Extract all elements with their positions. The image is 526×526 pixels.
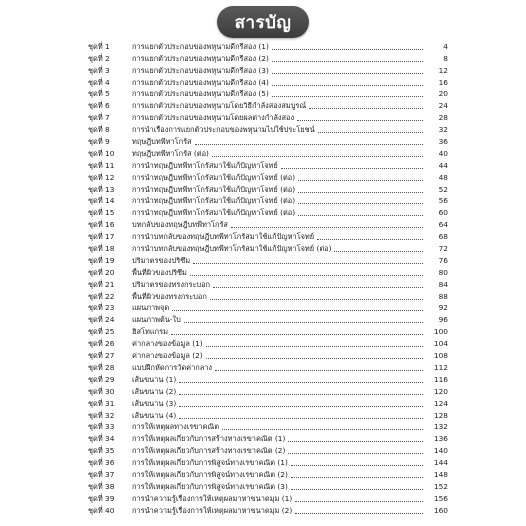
toc-entry-title: การแยกตัวประกอบของพหุนามโดยวิธีกำลังสองสมบูรณ์	[132, 101, 307, 111]
toc-entry-label: ชุดที่ 2	[88, 53, 110, 63]
toc-entry-title: ปริมาตรของปริซึม	[132, 255, 191, 265]
toc-entry	[88, 206, 448, 218]
toc-leader-dots	[272, 84, 423, 86]
toc-entry-page-number: 84	[438, 279, 448, 289]
toc-leader-dots	[206, 357, 423, 359]
toc-entry-title: การแยกตัวประกอบของพหุนามดีกรีสอง (2)	[132, 53, 269, 63]
toc-leader-dots	[334, 250, 423, 252]
toc-entry-title: การให้เหตุผลเกี่ยวกับการพิสูจน์ทางเรขาคณิต (3)	[132, 481, 288, 491]
toc-entry-page-number: 32	[438, 125, 448, 135]
toc-leader-dots	[179, 393, 423, 395]
toc-entry	[88, 171, 448, 183]
toc-entry-label: ชุดที่ 10	[88, 148, 115, 158]
toc-entry-label: ชุดที่ 3	[88, 65, 110, 75]
toc-entry-label: ชุดที่ 28	[88, 362, 115, 372]
toc-leader-dots	[272, 60, 423, 62]
toc-entry-title: การนำความรู้เรื่องการให้เหตุผลมาหาขนาดมุม (1)	[132, 493, 293, 503]
toc-entry-label: ชุดที่ 4	[88, 77, 110, 87]
toc-entry	[88, 325, 448, 337]
toc-leader-dots	[212, 155, 423, 157]
toc-entry-title: แบบฝึกหัดการวัดค่ากลาง	[132, 362, 213, 372]
toc-leader-dots	[298, 202, 423, 204]
toc-entry-label: ชุดที่ 7	[88, 113, 110, 123]
toc-entry	[88, 349, 448, 361]
toc-entry-title: การนำทฤษฎีบทพีทาโกรัสมาใช้แก้ปัญหาโจทย์ (ต่อ)	[132, 196, 296, 206]
toc-entry-label: ชุดที่ 9	[88, 137, 110, 147]
toc-entry-title: การนำทฤษฎีบทพีทาโกรัสมาใช้แก้ปัญหาโจทย์	[132, 160, 278, 170]
toc-leader-dots	[195, 143, 423, 145]
toc-entry	[88, 432, 448, 444]
toc-entry-title: ฮิสโทแกรม	[132, 327, 168, 337]
toc-entry-page-number: 132	[433, 422, 448, 432]
toc-entry	[88, 492, 448, 504]
toc-leader-dots	[179, 381, 423, 383]
toc-entry-page-number: 124	[433, 398, 448, 408]
toc-leader-dots	[309, 107, 423, 109]
toc-entry-label: ชุดที่ 1	[88, 41, 110, 51]
toc-entry-page-number: 120	[433, 386, 448, 396]
toc-leader-dots	[288, 440, 423, 442]
toc-entry	[88, 242, 448, 254]
toc-leader-dots	[206, 345, 423, 347]
toc-entry-title: การนำทฤษฎีบทพีทาโกรัสมาใช้แก้ปัญหาโจทย์ (ต่อ)	[132, 184, 296, 194]
toc-entry-page-number: 148	[433, 469, 448, 479]
toc-entry	[88, 421, 448, 433]
toc-entry	[88, 313, 448, 325]
toc-entry-title: การแยกตัวประกอบของพหุนามดีกรีสอง (4)	[132, 77, 269, 87]
toc-entry	[88, 52, 448, 64]
toc-entry-label: ชุดที่ 34	[88, 434, 115, 444]
header	[0, 0, 526, 44]
toc-entry-title: พื้นที่ผิวของปริซึม	[132, 267, 187, 277]
toc-entry-label: ชุดที่ 24	[88, 315, 115, 325]
toc-entry-title: เส้นขนาน (4)	[132, 410, 177, 420]
toc-leader-dots	[317, 238, 423, 240]
toc-entry-page-number: 116	[433, 374, 448, 384]
toc-title-badge	[217, 6, 309, 38]
toc-entry-label: ชุดที่ 22	[88, 291, 115, 301]
toc-entry-page-number: 92	[438, 303, 448, 313]
toc-entry-title: การแยกตัวประกอบของพหุนามโดยผลต่างกำลังสอง	[132, 113, 295, 123]
toc-entry-title: ค่ากลางของข้อมูล (2)	[132, 351, 203, 361]
toc-entry-page-number: 72	[438, 244, 448, 254]
toc-entry	[88, 409, 448, 421]
toc-entry	[88, 444, 448, 456]
toc-leader-dots	[295, 500, 423, 502]
toc-entry-page-number: 80	[438, 267, 448, 277]
toc-entry-title: การให้เหตุผลเกี่ยวกับการสร้างทางเรขาคณิต (2)	[132, 446, 286, 456]
toc-entry-title: การให้เหตุผลเกี่ยวกับการสร้างทางเรขาคณิต (1)	[132, 434, 286, 444]
toc-entry-title: ปริมาตรของทรงกระบอก	[132, 279, 211, 289]
toc-leader-dots	[272, 95, 423, 97]
toc-entry-label: ชุดที่ 21	[88, 279, 115, 289]
toc-entry-page-number: 156	[433, 493, 448, 503]
toc-entry	[88, 183, 448, 195]
toc-entry-label: ชุดที่ 13	[88, 184, 115, 194]
toc-entry	[88, 218, 448, 230]
toc-leader-dots	[213, 286, 423, 288]
toc-entry-page-number: 128	[433, 410, 448, 420]
toc-entry-title: การให้เหตุผลทางเรขาคณิต	[132, 422, 220, 432]
toc-entry-page-number: 20	[438, 89, 448, 99]
toc-entry	[88, 40, 448, 52]
toc-entry-label: ชุดที่ 32	[88, 410, 115, 420]
toc-entry	[88, 337, 448, 349]
toc-entry-page-number: 96	[438, 315, 448, 325]
toc-entry-label: ชุดที่ 11	[88, 160, 115, 170]
toc-leader-dots	[272, 48, 423, 50]
toc-entry-page-number: 60	[438, 208, 448, 218]
toc-leader-dots	[281, 167, 423, 169]
toc-entry-label: ชุดที่ 40	[88, 505, 115, 515]
toc-leader-dots	[210, 298, 423, 300]
toc-leader-dots	[193, 262, 423, 264]
table-of-contents	[88, 40, 448, 516]
toc-entry-page-number: 140	[433, 446, 448, 456]
toc-entry-page-number: 160	[433, 505, 448, 515]
toc-entry-page-number: 100	[433, 327, 448, 337]
toc-entry	[88, 99, 448, 111]
toc-leader-dots	[298, 179, 423, 181]
toc-entry	[88, 480, 448, 492]
toc-entry	[88, 88, 448, 100]
toc-entry	[88, 456, 448, 468]
toc-entry-page-number: 112	[433, 362, 448, 372]
toc-entry-label: ชุดที่ 27	[88, 351, 115, 361]
toc-entry-title: ค่ากลางของข้อมูล (1)	[132, 339, 203, 349]
toc-entry-page-number: 28	[438, 113, 448, 123]
toc-entry-label: ชุดที่ 19	[88, 255, 115, 265]
toc-leader-dots	[298, 191, 423, 193]
toc-entry-page-number: 76	[438, 255, 448, 265]
toc-entry-label: ชุดที่ 23	[88, 303, 115, 313]
toc-entry-label: ชุดที่ 14	[88, 196, 115, 206]
toc-entry-title: การแยกตัวประกอบของพหุนามดีกรีสอง (3)	[132, 65, 269, 75]
toc-entry	[88, 254, 448, 266]
toc-entry-title: การนำบทกลับของทฤษฎีบทพีทาโกรัสมาใช้แก้ปัญหาโจทย์ (ต่อ)	[132, 244, 332, 254]
toc-entry-page-number: 104	[433, 339, 448, 349]
toc-entry	[88, 361, 448, 373]
toc-entry-page-number: 16	[438, 77, 448, 87]
toc-entry-title: การให้เหตุผลเกี่ยวกับการพิสูจน์ทางเรขาคณิต (2)	[132, 469, 288, 479]
toc-entry-title: เส้นขนาน (3)	[132, 398, 177, 408]
toc-leader-dots	[184, 321, 423, 323]
toc-entry-title: การให้เหตุผลเกี่ยวกับการพิสูจน์ทางเรขาคณิต (1)	[132, 458, 288, 468]
toc-entry-page-number: 152	[433, 481, 448, 491]
toc-entry	[88, 135, 448, 147]
toc-entry	[88, 76, 448, 88]
toc-entry-label: ชุดที่ 26	[88, 339, 115, 349]
toc-entry-label: ชุดที่ 31	[88, 398, 115, 408]
toc-entry-label: ชุดที่ 8	[88, 125, 110, 135]
page-title: สารบัญ	[234, 12, 292, 33]
toc-entry	[88, 385, 448, 397]
toc-leader-dots	[172, 309, 423, 311]
toc-entry	[88, 159, 448, 171]
toc-entry-title: การนำบทกลับของทฤษฎีบทพีทาโกรัสมาใช้แก้ปัญหาโจทย์	[132, 232, 315, 242]
toc-entry	[88, 397, 448, 409]
toc-entry-label: ชุดที่ 18	[88, 244, 115, 254]
toc-entry-title: บทกลับของทฤษฎีบทพีทาโกรัส	[132, 220, 228, 230]
toc-entry-page-number: 40	[438, 148, 448, 158]
toc-entry-label: ชุดที่ 20	[88, 267, 115, 277]
toc-entry-title: การนำทฤษฎีบทพีทาโกรัสมาใช้แก้ปัญหาโจทย์ (ต่อ)	[132, 172, 296, 182]
toc-leader-dots	[190, 274, 423, 276]
toc-entry-page-number: 48	[438, 172, 448, 182]
toc-entry-label: ชุดที่ 30	[88, 386, 115, 396]
toc-leader-dots	[295, 512, 423, 514]
toc-entry-title: พื้นที่ผิวของทรงกระบอก	[132, 291, 207, 301]
toc-entry-label: ชุดที่ 29	[88, 374, 115, 384]
toc-entry-label: ชุดที่ 37	[88, 469, 115, 479]
toc-entry-title: เส้นขนาน (2)	[132, 386, 177, 396]
toc-entry-title: เส้นขนาน (1)	[132, 374, 177, 384]
toc-leader-dots	[318, 131, 423, 133]
toc-entry	[88, 64, 448, 76]
toc-leader-dots	[171, 333, 423, 335]
toc-entry-label: ชุดที่ 12	[88, 172, 115, 182]
toc-entry-label: ชุดที่ 36	[88, 458, 115, 468]
toc-entry	[88, 230, 448, 242]
toc-entry-title: แผนภาพต้น-ใบ	[132, 315, 181, 325]
toc-leader-dots	[291, 488, 423, 490]
toc-entry-title: ทฤษฎีบทพีทาโกรัส	[132, 137, 192, 147]
toc-entry-title: แผนภาพจุด	[132, 303, 170, 313]
toc-entry-page-number: 8	[443, 53, 448, 63]
toc-entry-page-number: 36	[438, 137, 448, 147]
toc-entry-label: ชุดที่ 16	[88, 220, 115, 230]
toc-entry	[88, 147, 448, 159]
toc-entry-page-number: 88	[438, 291, 448, 301]
toc-entry-label: ชุดที่ 17	[88, 232, 115, 242]
toc-leader-dots	[297, 119, 423, 121]
toc-entry-title: การแยกตัวประกอบของพหุนามดีกรีสอง (1)	[132, 41, 269, 51]
toc-entry	[88, 123, 448, 135]
toc-entry-page-number: 44	[438, 160, 448, 170]
toc-entry-page-number: 64	[438, 220, 448, 230]
toc-entry	[88, 290, 448, 302]
toc-entry-label: ชุดที่ 38	[88, 481, 115, 491]
toc-leader-dots	[179, 405, 423, 407]
toc-leader-dots	[291, 464, 423, 466]
toc-entry-page-number: 144	[433, 458, 448, 468]
toc-leader-dots	[231, 226, 423, 228]
toc-entry-title: การนำความรู้เรื่องการให้เหตุผลมาหาขนาดมุม (2)	[132, 505, 293, 515]
toc-entry-page-number: 136	[433, 434, 448, 444]
toc-entry-page-number: 108	[433, 351, 448, 361]
toc-entry-page-number: 24	[438, 101, 448, 111]
toc-entry-label: ชุดที่ 25	[88, 327, 115, 337]
toc-entry-label: ชุดที่ 35	[88, 446, 115, 456]
toc-entry	[88, 468, 448, 480]
toc-entry	[88, 278, 448, 290]
toc-entry-label: ชุดที่ 15	[88, 208, 115, 218]
toc-leader-dots	[179, 417, 423, 419]
toc-entry-page-number: 12	[438, 65, 448, 75]
toc-entry	[88, 195, 448, 207]
toc-entry-title: การนำทฤษฎีบทพีทาโกรัสมาใช้แก้ปัญหาโจทย์ (ต่อ)	[132, 208, 296, 218]
toc-leader-dots	[288, 452, 423, 454]
toc-entry-page-number: 52	[438, 184, 448, 194]
toc-entry-page-number: 4	[443, 41, 448, 51]
toc-entry-label: ชุดที่ 33	[88, 422, 115, 432]
toc-entry	[88, 111, 448, 123]
toc-entry-title: ทฤษฎีบทพีทาโกรัส (ต่อ)	[132, 148, 209, 158]
toc-entry-page-number: 56	[438, 196, 448, 206]
toc-entry	[88, 302, 448, 314]
toc-entry-label: ชุดที่ 39	[88, 493, 115, 503]
toc-leader-dots	[222, 428, 423, 430]
toc-entry-title: การนำเรื่องการแยกตัวประกอบของพหุนามไปใช้ประโยชน์	[132, 125, 315, 135]
toc-leader-dots	[215, 369, 423, 371]
toc-leader-dots	[291, 476, 423, 478]
toc-entry	[88, 266, 448, 278]
toc-leader-dots	[272, 72, 423, 74]
toc-entry	[88, 504, 448, 516]
toc-entry-page-number: 68	[438, 232, 448, 242]
toc-entry-title: การแยกตัวประกอบของพหุนามดีกรีสอง (5)	[132, 89, 269, 99]
toc-leader-dots	[298, 214, 423, 216]
toc-entry-label: ชุดที่ 6	[88, 101, 110, 111]
toc-entry-label: ชุดที่ 5	[88, 89, 110, 99]
toc-entry	[88, 373, 448, 385]
